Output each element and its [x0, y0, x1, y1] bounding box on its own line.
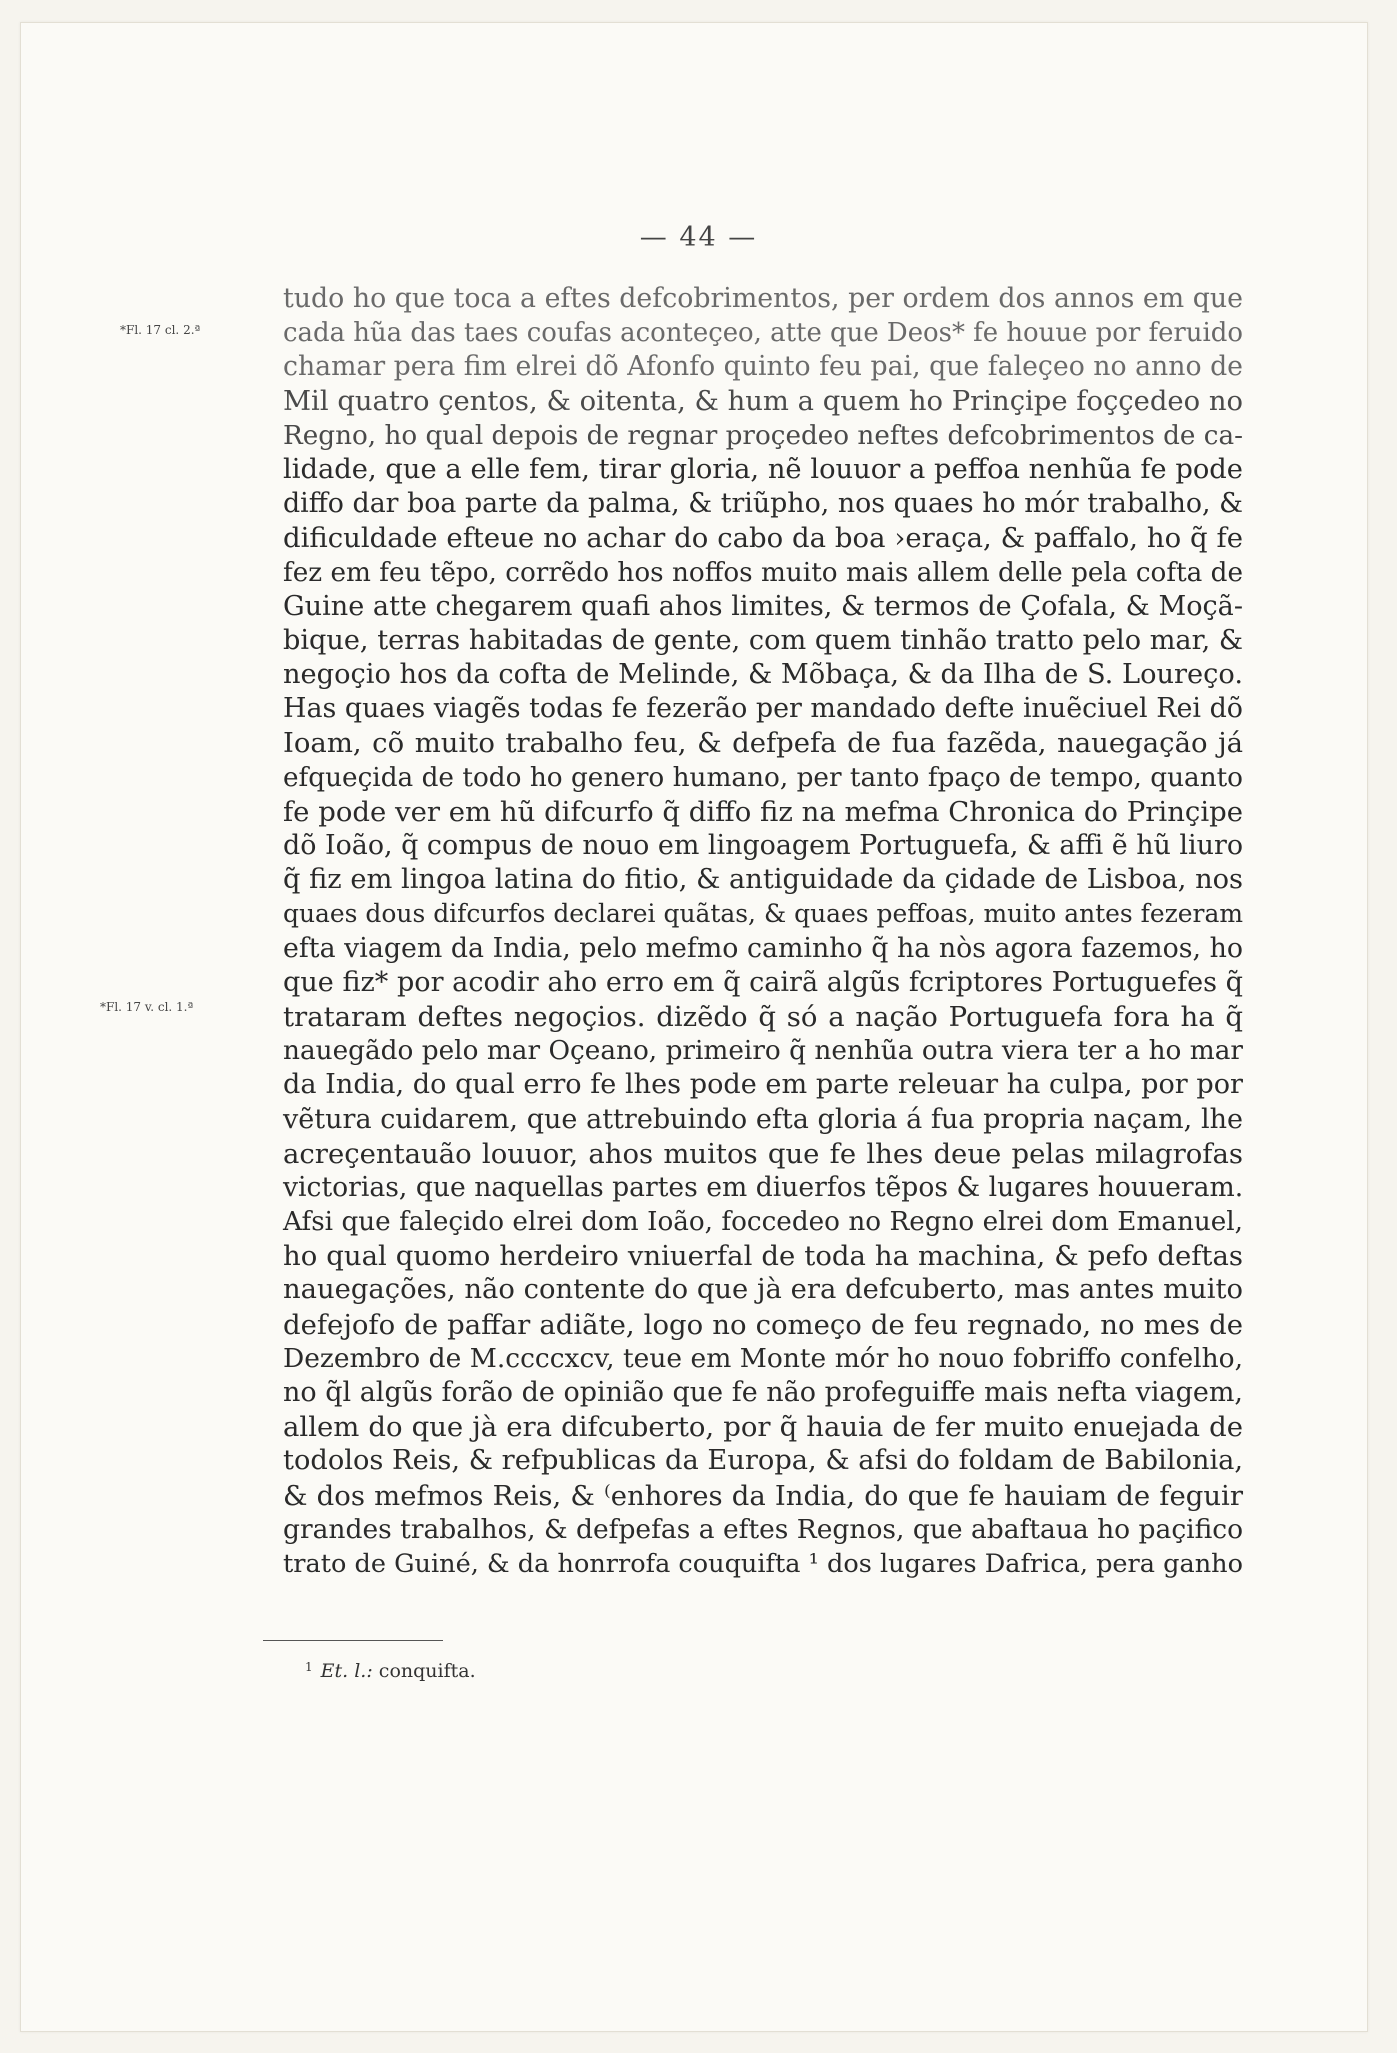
text-line: Mil quatro çentos, & oitenta, & hum a quem ho Prinçipe foççedeo no — [283, 385, 1243, 417]
text-line: chamar pera fim elrei dõ Afonfo quinto feu pai, que faleçeo no anno de — [283, 351, 1243, 383]
text-line: Guine atte chegarem quafi ahos limites, & termos de Çofala, & Moçã- — [283, 590, 1243, 622]
footnote-marker: 1 — [305, 1660, 313, 1674]
text-line: que fiz* por acodir aho erro em q̃ cairã algũs fcriptores Portuguefes q̃ — [283, 966, 1243, 998]
footnote-rule — [263, 1640, 443, 1641]
text-line: Has quaes viagẽs todas fe fezerão per mandado defte inuẽciuel Rei dõ — [283, 693, 1243, 725]
text-line: todolos Reis, & refpublicas da Europa, & afsi do foldam de Babilonia, — [283, 1445, 1244, 1477]
text-line: efta viagem da India, pelo mefmo caminho q̃ ha nòs agora fazemos, ho — [283, 932, 1243, 964]
text-line: quaes dous difcurfos declarei quãtas, & quaes peffoas, muito antes fezeram — [283, 899, 1243, 929]
text-line: diffo dar boa parte da palma, & triũpho, nos quaes ho mór trabalho, & — [283, 488, 1243, 520]
text-line: fe pode ver em hũ difcurfo q̃ diffo fiz na mefma Chronica do Prinçipe — [283, 795, 1243, 828]
text-line: negoçio hos da cofta de Melinde, & Mõbaça, & da Ilha de S. Loureço. — [283, 659, 1243, 691]
text-line: acreçentauão louuor, ahos muitos que fe lhes deue pelas milagrofas — [283, 1137, 1243, 1170]
text-line: nauegações, não contente do que jà era defcuberto, mas antes muito — [283, 1274, 1243, 1306]
text-line: q̃ fiz em lingoa latina do fitio, & antiguidade da çidade de Lisboa, nos — [283, 864, 1244, 896]
text-line: efqueçida de todo ho genero humano, per tanto fpaço de tempo, quanto — [283, 762, 1243, 793]
text-line: bique, terras habitadas de gente, com quem tinhão tratto pelo mar, & — [283, 624, 1243, 656]
text-line: da India, do qual erro fe lhes pode em parte releuar ha culpa, por por — [283, 1069, 1243, 1101]
text-line: defejofo de paffar adiãte, logo no começo de feu regnado, no mes de — [283, 1308, 1243, 1341]
text-line: trataram deftes negoçios. dizẽdo q̃ só a nação Portuguefa fora ha q̃ — [283, 1000, 1243, 1033]
footnote — [305, 1660, 476, 1682]
footnote-text: conquifta. — [378, 1660, 476, 1682]
text-line: trato de Guiné, & da honrrofa couquifta ¹ dos lugares Dafrica, pera ganho — [283, 1548, 1243, 1579]
text-line: ho qual quomo herdeiro vniuerfal de toda ha machina, & pefo deftas — [283, 1240, 1243, 1273]
text-line: no q̃l algũs forão de opinião que fe não profeguiffe mais nefta viagem, — [283, 1377, 1243, 1408]
text-line: nauegãdo pelo mar Oçeano, primeiro q̃ nenhũa outra viera ter a ho mar — [283, 1036, 1243, 1067]
margin-note-2: *Fl. 17 v. cl. 1.ª — [100, 1000, 194, 1014]
text-line: Dezembro de M.ccccxcv, teue em Monte mór ho nouo fobriffo confelho, — [283, 1342, 1243, 1374]
text-line: vẽtura cuidarem, que attrebuindo efta gloria á fua propria naçam, lhe — [283, 1103, 1243, 1135]
text-line: Afsi que faleçido elrei dom Ioão, foccedeo no Regno elrei dom Emanuel, — [283, 1207, 1243, 1238]
text-line: lidade, que a elle fem, tirar gloria, nẽ louuor a peffoa nenhũa fe pode — [283, 453, 1243, 485]
text-line: grandes trabalhos, & defpefas a eftes Regnos, que abaftaua ho paçifico — [283, 1513, 1244, 1545]
margin-note-1: *Fl. 17 cl. 2.ª — [120, 323, 201, 337]
text-line: Ioam, cõ muito trabalho feu, & defpefa de fua fazẽda, nauegação já — [283, 727, 1243, 760]
text-line: cada hũa das taes coufas aconteçeo, atte que Deos* fe houue por feruido — [283, 318, 1243, 349]
text-line: tudo ho que toca a eftes defcobrimentos, per ordem dos annos em que — [283, 283, 1243, 314]
text-line: dõ Ioão, q̃ compus de nouo em lingoagem Portuguefa, & affi ẽ hũ liuro — [283, 830, 1244, 861]
text-line: allem do que jà era difcuberto, por q̃ hauia de fer muito enuejada de — [283, 1411, 1243, 1444]
footnote-label: Et. l.: — [320, 1660, 373, 1682]
text-line: dificuldade efteue no achar do cabo da boa ›eraça, & paffalo, ho q̃ fe — [283, 522, 1243, 555]
body-text — [283, 282, 1243, 1581]
text-line: & dos mefmos Reis, & ⁽enhores da India, do que fe hauiam de feguir — [283, 1479, 1243, 1512]
text-line: Regno, ho qual depois de regnar proçedeo neftes defcobrimentos de ca- — [283, 420, 1243, 451]
text-line: fez em feu tẽpo, corrẽdo hos noffos muito mais allem delle pela cofta de — [283, 557, 1243, 588]
page-number: — 44 — — [639, 222, 758, 253]
text-line: victorias, que naquellas partes em diuerfos tẽpos & lugares houueram. — [283, 1171, 1244, 1203]
